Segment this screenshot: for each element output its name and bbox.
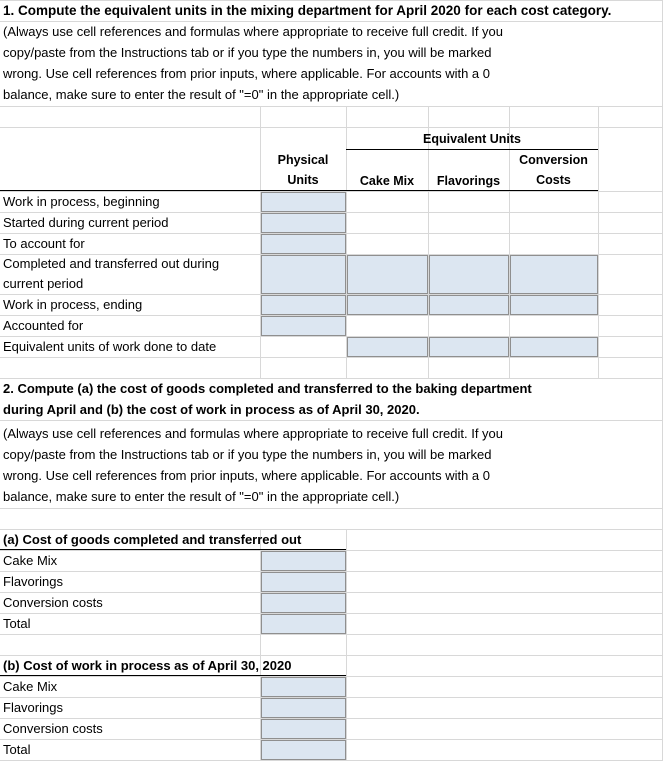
header-conversion: Conversion xyxy=(519,153,588,167)
input-conversion-completed[interactable] xyxy=(510,255,598,294)
input-a-flavorings[interactable] xyxy=(261,572,346,592)
input-a-cake-mix[interactable] xyxy=(261,551,346,571)
header-flavorings: Flavorings xyxy=(436,174,501,188)
part2-title-line1: 2. Compute (a) the cost of goods completed and transferred to the baking department xyxy=(3,381,532,396)
row-label-to-account-for: To account for xyxy=(3,236,85,251)
header-physical: Physical xyxy=(277,153,329,167)
row-label-wip-beginning: Work in process, beginning xyxy=(3,194,160,209)
header-cake-mix: Cake Mix xyxy=(359,174,415,188)
row-label-current-period: current period xyxy=(3,276,84,291)
input-physical-to-account-for[interactable] xyxy=(261,234,346,254)
section-a-conversion: Conversion costs xyxy=(3,595,103,610)
input-conversion-wip-ending[interactable] xyxy=(510,295,598,315)
input-b-total[interactable] xyxy=(261,740,346,760)
input-b-conversion[interactable] xyxy=(261,719,346,739)
input-flavorings-equivalent-units[interactable] xyxy=(429,337,509,357)
header-costs: Costs xyxy=(536,173,571,187)
input-flavorings-completed[interactable] xyxy=(429,255,509,294)
row-label-completed: Completed and transferred out during xyxy=(3,256,220,271)
section-b-total: Total xyxy=(3,742,31,757)
section-b-title: (b) Cost of work in process as of April 30, 2020 xyxy=(3,658,292,673)
section-b-conversion: Conversion costs xyxy=(3,721,103,736)
input-b-flavorings[interactable] xyxy=(261,698,346,718)
input-physical-started[interactable] xyxy=(261,213,346,233)
row-label-started: Started during current period xyxy=(3,215,169,230)
part1-instructions xyxy=(3,21,658,105)
input-a-total[interactable] xyxy=(261,614,346,634)
header-units: Units xyxy=(287,173,319,187)
instruction-line: copy/paste from the Instructions tab or if you type the numbers in, you will be marked xyxy=(3,447,492,462)
input-physical-wip-beginning[interactable] xyxy=(261,192,346,212)
section-b-flavorings: Flavorings xyxy=(3,700,63,715)
section-a-title: (a) Cost of goods completed and transferred out xyxy=(3,532,302,547)
part1-title: 1. Compute the equivalent units in the mixing department for April 2020 for each cost category. xyxy=(3,3,612,18)
input-flavorings-wip-ending[interactable] xyxy=(429,295,509,315)
section-a-total: Total xyxy=(3,616,31,631)
row-label-equivalent-units: Equivalent units of work done to date xyxy=(3,339,217,354)
input-physical-wip-ending[interactable] xyxy=(261,295,346,315)
input-cakemix-wip-ending[interactable] xyxy=(347,295,428,315)
input-cakemix-completed[interactable] xyxy=(347,255,428,294)
instruction-line: copy/paste from the Instructions tab or if you type the numbers in, you will be marked xyxy=(3,45,492,60)
input-b-cake-mix[interactable] xyxy=(261,677,346,697)
input-a-conversion[interactable] xyxy=(261,593,346,613)
row-label-accounted-for: Accounted for xyxy=(3,318,84,333)
input-conversion-equivalent-units[interactable] xyxy=(510,337,598,357)
instruction-line: balance, make sure to enter the result of "=0" in the appropriate cell.) xyxy=(3,489,400,504)
instruction-line: wrong. Use cell references from prior inputs, where applicable. For accounts with a 0 xyxy=(3,468,490,483)
input-physical-accounted-for[interactable] xyxy=(261,316,346,336)
part2-instructions xyxy=(3,423,658,507)
section-a-flavorings: Flavorings xyxy=(3,574,63,589)
input-cakemix-equivalent-units[interactable] xyxy=(347,337,428,357)
header-equivalent-units: Equivalent Units xyxy=(423,132,521,146)
instruction-line: (Always use cell references and formulas where appropriate to receive full credit. If you xyxy=(3,24,504,39)
row-label-wip-ending: Work in process, ending xyxy=(3,297,143,312)
instruction-line: (Always use cell references and formulas where appropriate to receive full credit. If you xyxy=(3,426,504,441)
section-a-cake-mix: Cake Mix xyxy=(3,553,58,568)
instruction-line: wrong. Use cell references from prior inputs, where applicable. For accounts with a 0 xyxy=(3,66,490,81)
section-b-cake-mix: Cake Mix xyxy=(3,679,58,694)
input-physical-completed[interactable] xyxy=(261,255,346,294)
instruction-line: balance, make sure to enter the result of "=0" in the appropriate cell.) xyxy=(3,87,400,102)
part2-title-line2: during April and (b) the cost of work in process as of April 30, 2020. xyxy=(3,402,420,417)
